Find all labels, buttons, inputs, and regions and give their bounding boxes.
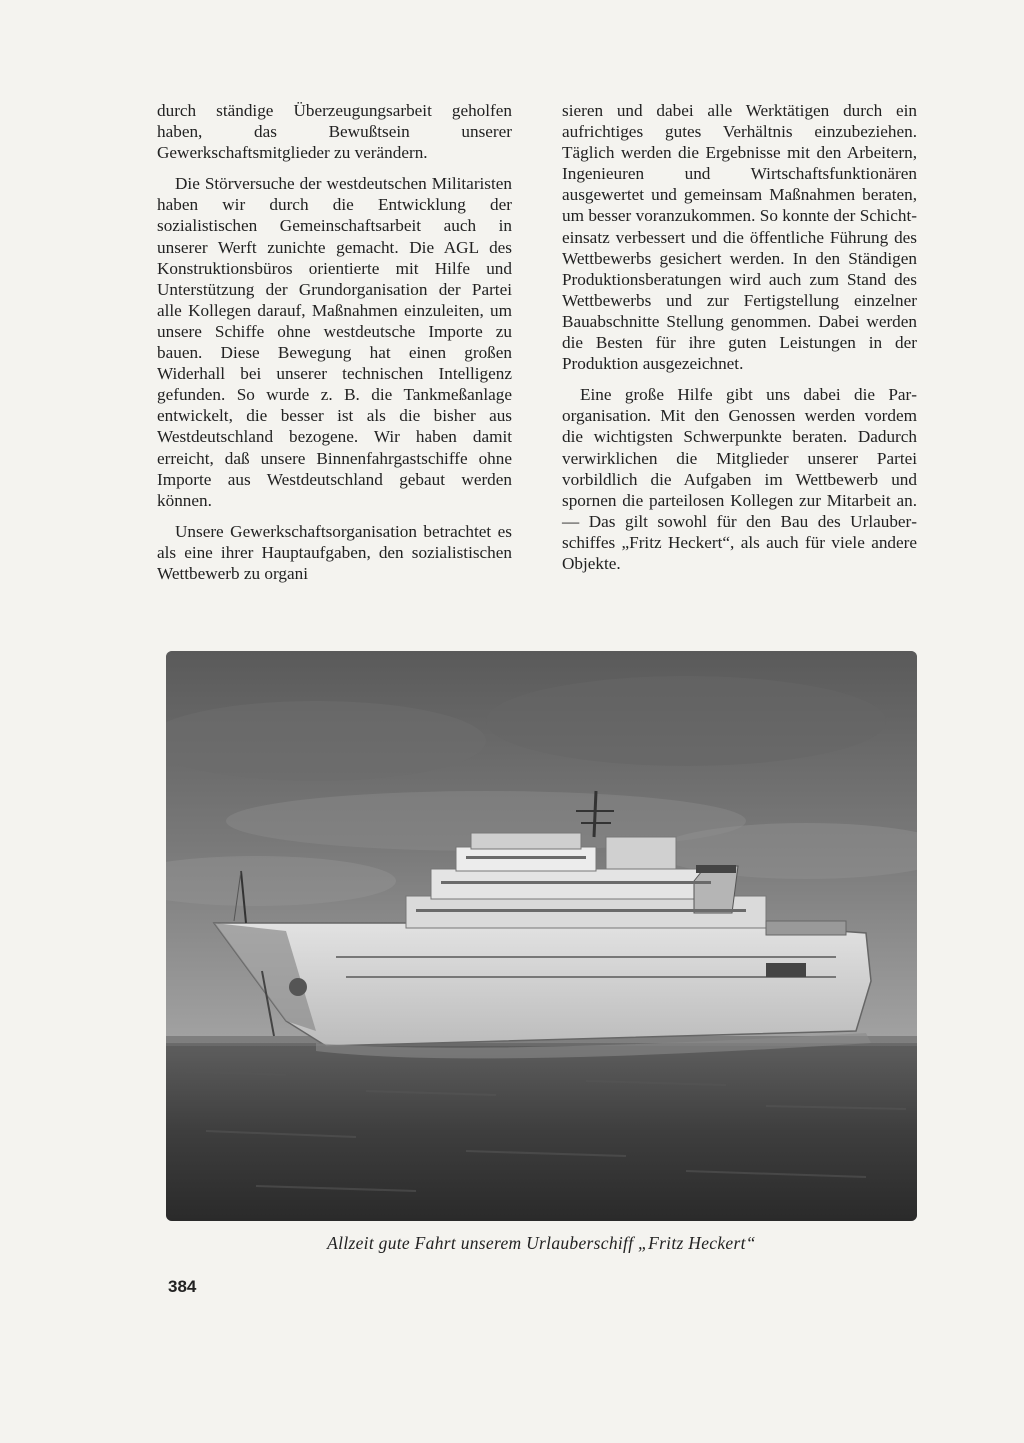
figure-caption: Allzeit gute Fahrt unserem Urlauberschiff „Fritz Heckert“ <box>327 1233 756 1253</box>
left-text-column <box>157 100 512 594</box>
paragraph: durch ständige Überzeugungsarbeit geholfen haben, das Bewußtsein unserer Gewerkschaftsmitglieder zu verändern. <box>157 101 512 163</box>
paragraph: Eine große Hilfe gibt uns dabei die Parorganisation. Mit den Genossen werden vordem die wichtigsten Schwerpunkte beraten. Dadurch verwirklichen die Mitglieder unserer Partei vorbildlich die Aufgaben im Wettbewerb und spornen die parteilosen Kollegen zur Mitarbeit an. — Das gilt sowohl für den Bau des Urlauberschiffes „Fritz Heckert“, als auch für viele andere Objekte. <box>562 385 917 573</box>
paragraph: Unsere Gewerkschaftsorganisation betrachtet es als eine ihrer Hauptaufgaben, den sozialistischen Wettbewerb zu organi <box>157 521 512 583</box>
paragraph: Die Störversuche der westdeutschen Militaristen haben wir durch die Entwicklung der sozialistischen Gemeinschaftsarbeit auch in unserer Werft zunichte gemacht. Die AGL des Konstruktionsbüros orientierte mit Hilfe und Unterstützung der Grundorganisation der Partei alle Kollegen darauf, Maßnahmen einzuleiten, um unsere Schiffe ohne westdeutsche Importe zu bauen. Diese Bewegung hat einen großen Widerhall bei unserer technischen Intelligenz gefunden. So wurde z. B. die Tankmeßanlage entwickelt, die besser ist als die bisher aus Westdeutschland bezogene. Wir haben damit erreicht, daß unsere Binnenfahrgastschiffe ohne Importe aus Westdeutschland gebaut werden können. <box>157 174 512 510</box>
paragraph: sieren und dabei alle Werktätigen durch ein aufrichtiges gutes Verhältnis einzubeziehen. Täglich werden die Ergebnisse mit den Arbeitern, Ingenieuren und Wirtschaftsfunktionären ausgewertet und gemeinsam Maßnahmen beraten, um besser voranzukommen. So konnte der Schichteinsatz verbessert und die öffentliche Führung des Wettbewerbs gesichert werden. In den Ständigen Produktionsberatungen wird auch zum Stand des Wettbewerbs und zur Fertigstellung einzelner Bauabschnitte Stellung genommen. Dabei werden die Besten für ihre guten Leistungen in der Produktion ausgezeichnet. <box>562 101 917 374</box>
ship-photograph <box>166 651 917 1221</box>
right-text-column <box>562 100 917 584</box>
page-number: 384 <box>168 1277 197 1296</box>
